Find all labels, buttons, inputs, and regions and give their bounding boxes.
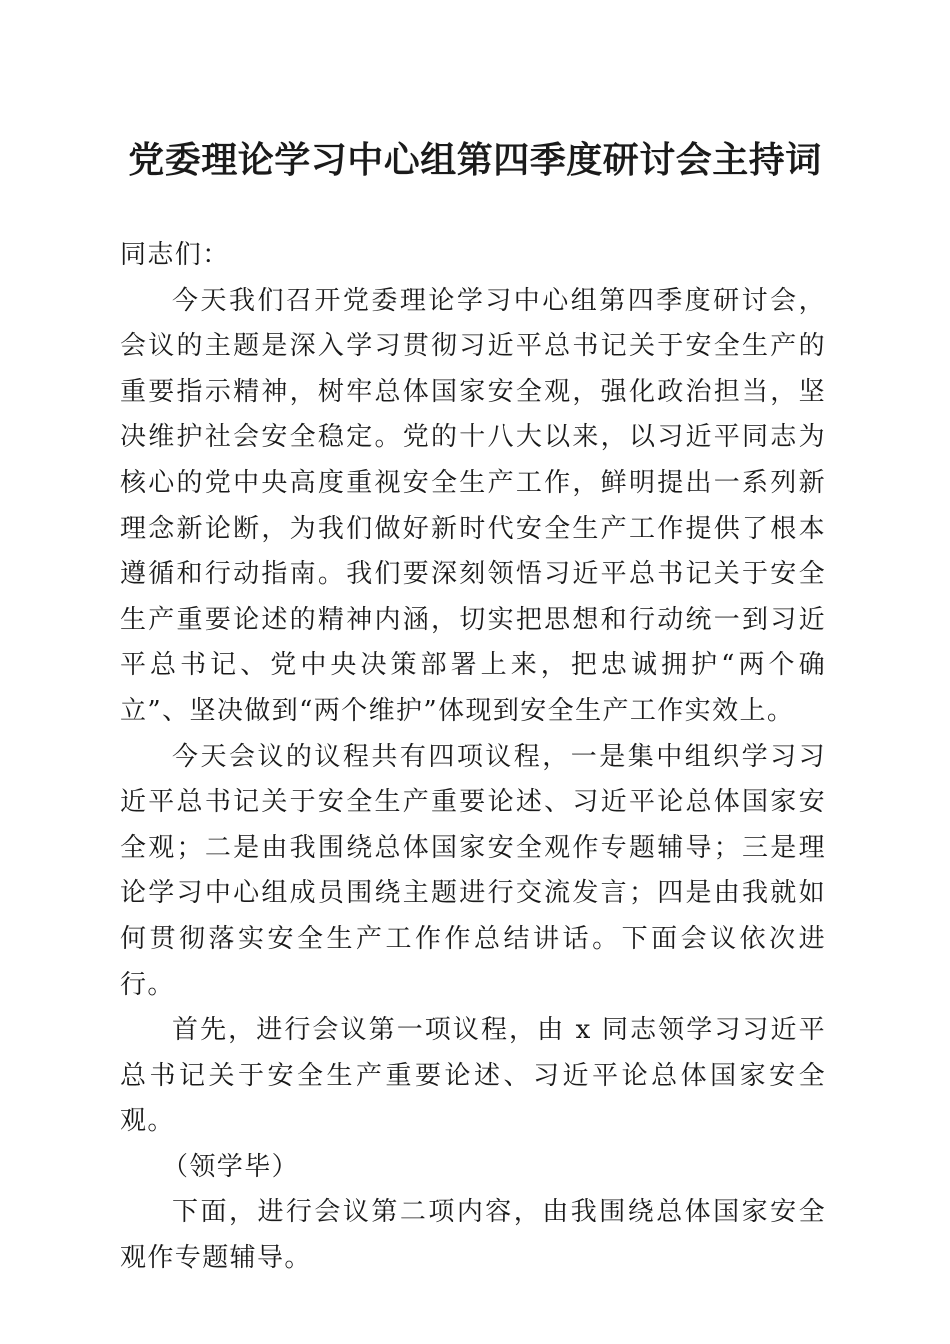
paragraph-first-item: 首先，进行会议第一项议程，由 x 同志领学习习近平总书记关于安全生产重要论述、习近平论总体国家安全观。: [120, 1015, 826, 1137]
document-title: 党委理论学习中心组第四季度研讨会主持词: [128, 139, 822, 181]
paragraph-opening: 今天我们召开党委理论学习中心组第四季度研讨会，会议的主题是深入学习贯彻习近平总书记关于安全生产的重要指示精神，树牢总体国家安全观，强化政治担当，坚决维护社会安全稳定。党的十八大以来，以习近平同志为核心的党中央高度重视安全生产工作，鲜明提出一系列新理念新论断，为我们做好新时代安全生产工作提供了根本遵循和行动指南。我们要深刻领悟习近平总书记关于安全生产重要论述的精神内涵，切实把思想和行动统一到习近平总书记、党中央决策部署上来，把忠诚拥护“两个确立”、坚决做到“两个维护”体现到安全生产工作实效上。: [120, 285, 826, 726]
stage-note: （领学毕）: [162, 1151, 300, 1182]
paragraph-second-item: 下面，进行会议第二项内容，由我围绕总体国家安全观作专题辅导。: [120, 1197, 826, 1274]
salutation: 同志们：: [120, 240, 230, 270]
document-body: [120, 233, 826, 1282]
paragraph-agenda: 今天会议的议程共有四项议程，一是集中组织学习习近平总书记关于安全生产重要论述、习近平论总体国家安全观；二是由我围绕总体国家安全观作专题辅导；三是理论学习中心组成员围绕主题进行交流发言；四是由我就如何贯彻落实安全生产工作作总结讲话。下面会议依次进行。: [120, 741, 826, 1000]
